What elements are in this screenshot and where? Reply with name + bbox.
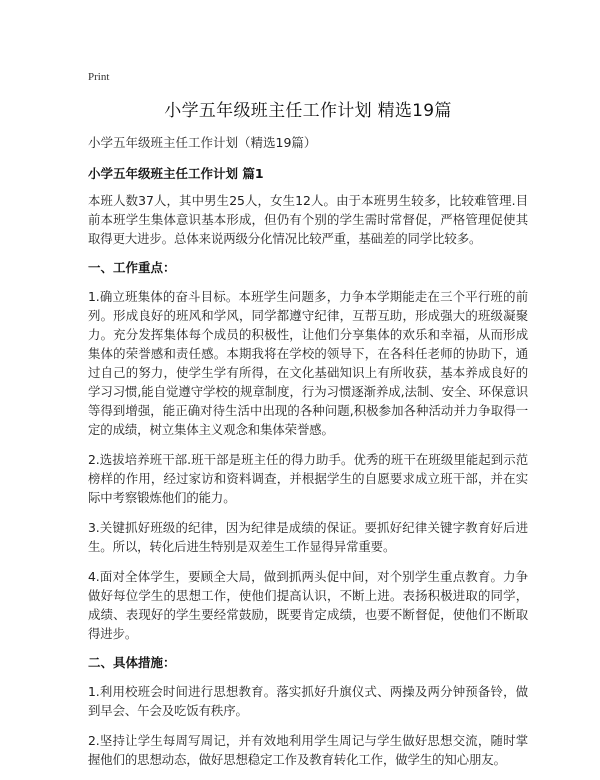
paragraph: 3.关键抓好班级的纪律，因为纪律是成绩的保证。要抓好纪律关键字教育好后进生。所以，转化后进生特别是双差生工作显得异常重要。	[88, 520, 528, 554]
paragraph: 1.确立班集体的奋斗目标。本班学生问题多，力争本学期能走在三个平行班的前列。形成良好的班风和学风，同学都遵守纪律，互帮互助，形成强大的班级凝聚力。充分发挥集体每个成员的积极性，让他们分享集体的欢乐和幸福，从而形成集体的荣誉感和责任感。本期我将在学校的领导下，在各科任老师的协助下，通过自己的努力，使学生学有所得，在文化基础知识上有所收获，基本养成良好的学习习惯,能自觉遵守学校的规章制度，行为习惯逐渐养成,法制、安全、环保意识等得到增强，能正确对待生活中出现的各种问题,积极参加各种活动并力争取得一定的成绩，树立集体主义观念和集体荣誉感。	[88, 289, 528, 437]
paragraph: 1.利用校班会时间进行思想教育。落实抓好升旗仪式、两操及两分钟预备铃，做到早会、午会及吃饭有秩序。	[88, 684, 528, 718]
section-measures	[88, 654, 528, 769]
article-heading: 小学五年级班主任工作计划 篇1	[88, 166, 264, 181]
section-heading: 二、具体措施：	[88, 655, 176, 670]
paragraph: 2.坚持让学生每周写周记，并有效地利用学生周记与学生做好思想交流，随时掌握他们的思想动态，做好思想稳定工作及教育转化工作，做学生的知心朋友。	[88, 733, 528, 767]
section-heading: 一、工作重点：	[88, 260, 176, 275]
page-title: 小学五年级班主任工作计划 精选19篇	[164, 101, 452, 121]
paragraph: 2.选拔培养班干部.班干部是班主任的得力助手。优秀的班干在班级里能起到示范榜样的作用，经过家访和资料调查，并根据学生的自愿要求成立班干部，并在实际中考察锻炼他们的能力。	[88, 452, 528, 505]
paragraph: 4.面对全体学生，要顾全大局，做到抓两头促中间，对个别学生重点教育。力争做好每位学生的思想工作，使他们提高认识，不断上进。表扬积极进取的同学，成绩、表现好的学生要经常鼓励，既要肯定成绩，也要不断督促，使他们不断取得进步。	[88, 569, 528, 641]
print-label: Print	[88, 71, 110, 83]
document-page	[88, 70, 528, 780]
intro-paragraph: 本班人数37人，其中男生25人，女生12人。由于本班男生较多，比较难管理.目前本班学生集体意识基本形成，但仍有个别的学生需时常督促，严格管理促使其取得更大进步。总体来说两级分化情况比较严重，基础差的同学比较多。	[88, 193, 528, 246]
section-work-focus	[88, 259, 528, 643]
document-subtitle: 小学五年级班主任工作计划（精选19篇）	[88, 135, 317, 150]
